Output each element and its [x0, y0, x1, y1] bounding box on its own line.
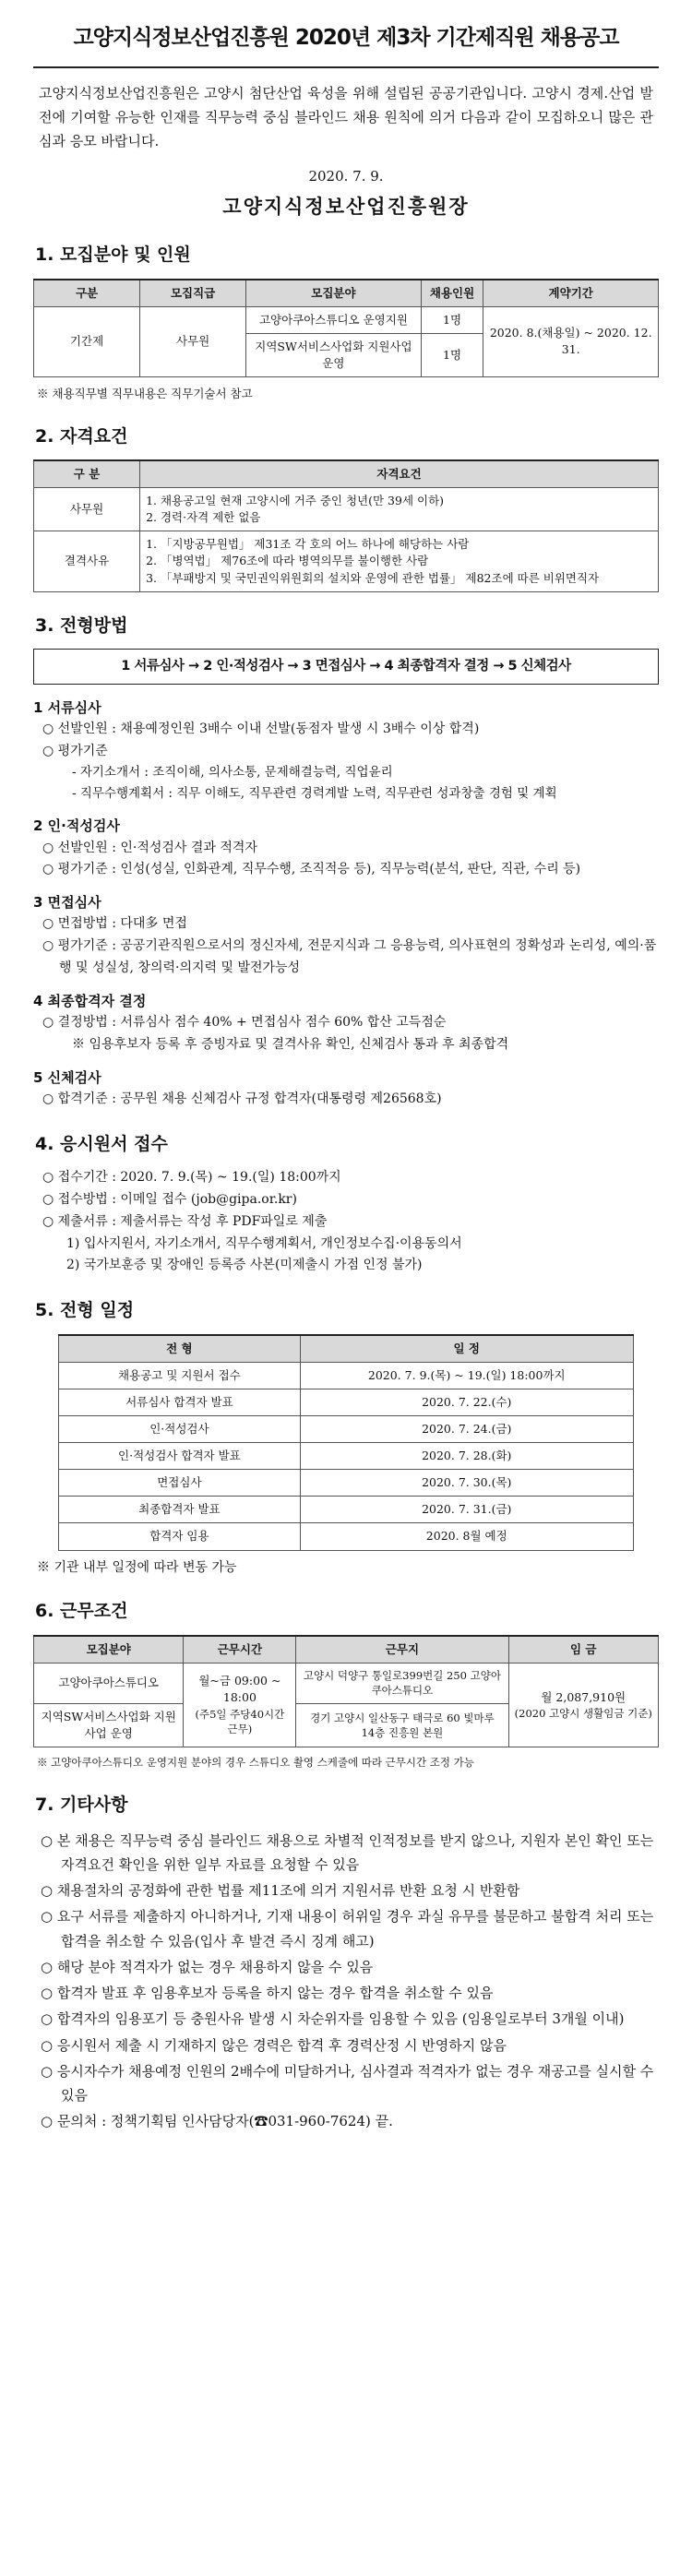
qualification-table: [33, 459, 659, 592]
process-step-title: 5 신체검사: [33, 1068, 101, 1086]
table-cell: 2020. 8.(채용일) ~ 2020. 12. 31.: [483, 306, 659, 376]
schedule-stage: 서류심사 합격자 발표: [59, 1389, 301, 1415]
col-header: 모집분야: [34, 1636, 184, 1664]
application-line: ○ 접수방법 : 이메일 접수 (job@gipa.or.kr): [42, 1191, 297, 1207]
schedule-row: [59, 1389, 634, 1415]
process-step-line: ○ 평가기준 : 인성(성실, 인화관계, 직무수행, 조직적응 등), 직무능력(분석, 판단, 직관, 수리 등): [42, 862, 581, 877]
process-step: [33, 991, 659, 1056]
process-step-title: 4 최종합격자 결정: [33, 992, 147, 1009]
etc-item: ○ 요구 서류를 제출하지 아니하거나, 기재 내용이 허위일 경우 과실 유무를 불문하고 불합격 처리 또는 합격을 취소할 수 있음(입사 후 발견 즉시 징계 해고): [41, 1908, 654, 1950]
schedule-table: [58, 1334, 634, 1551]
recruitment-table: [33, 279, 659, 378]
section-schedule-title: 5. 전형 일정: [35, 1300, 135, 1321]
application-line: ○ 접수기간 : 2020. 7. 9.(목) ~ 19.(일) 18:00까지: [42, 1170, 341, 1186]
table-cell: [508, 1663, 659, 1747]
table-cell: 지역SW서비스사업화 지원사업 운영: [246, 333, 422, 376]
table-cell: 사무원: [140, 306, 246, 376]
col-header: 채용인원: [421, 280, 483, 307]
conditions-table: [33, 1635, 659, 1748]
process-step: [33, 698, 659, 805]
disqualification-item: 3. 「부패방지 및 국민권익위원회의 설치와 운영에 관한 법률」 제82조에 따른 비위면직자: [146, 570, 600, 585]
col-header: 모집직급: [140, 280, 246, 307]
process-step-title: 3 면접심사: [33, 894, 101, 912]
schedule-stage: 인·적성검사 합격자 발표: [59, 1443, 301, 1470]
wage-note: (2020 고양시 생활임금 기준): [514, 1706, 652, 1720]
process-step-line: ※ 임용후보자 등록 후 증빙자료 및 결격사유 확인, 신체검사 통과 후 최종합격: [72, 1036, 509, 1052]
process-step-line: ○ 평가기준 : 공공기관직원으로서의 정신자세, 전문지식과 그 응용능력, 의사표현의 정확성과 논리성, 예의·품행 및 성실성, 창의력·의지력 및 발전가능성: [42, 938, 657, 975]
process-step-title: 1 서류심사: [33, 698, 101, 716]
schedule-note: ※ 기관 내부 일정에 따라 변동 가능: [37, 1559, 237, 1575]
process-step-line: ○ 결정방법 : 서류심사 점수 40% + 면접심사 점수 60% 합산 고득점순: [42, 1015, 447, 1031]
process-step-line: ○ 합격기준 : 공무원 채용 신체검사 규정 합격자(대통령령 제26568호): [42, 1091, 442, 1106]
etc-item: ○ 본 채용은 직무능력 중심 블라인드 채용으로 차별적 인적정보를 받지 않으나, 지원자 본인 확인 또는 자격요건 확인을 위한 일부 자료를 요청할 수 있음: [41, 1831, 654, 1873]
process-step: [33, 816, 659, 881]
table-cell: 고양시 덕양구 통일로399번길 250 고양아쿠아스튜디오: [296, 1663, 508, 1703]
col-header: 임 금: [508, 1636, 659, 1664]
organization-head: 고양지식정보산업진흥원장: [222, 194, 470, 218]
table-cell: [140, 531, 659, 591]
application-details: [33, 1167, 659, 1277]
table-cell: 1명: [421, 333, 483, 376]
process-step-line: ○ 선발인원 : 인·적성검사 결과 적격자: [42, 840, 257, 855]
etc-item: ○ 채용절차의 공정화에 관한 법률 제11조에 의거 지원서류 반환 요청 시 반환함: [41, 1882, 520, 1900]
announcement-date: 2020. 7. 9.: [308, 168, 384, 185]
table-cell: [184, 1663, 296, 1747]
etc-items: [33, 1829, 659, 2134]
process-step-line: ○ 평가기준: [42, 743, 108, 758]
schedule-date: 2020. 7. 22.(수): [300, 1389, 633, 1415]
schedule-date: 2020. 7. 31.(금): [300, 1497, 633, 1523]
col-header: 근무지: [296, 1636, 508, 1664]
schedule-stage: 합격자 임용: [59, 1523, 301, 1550]
recruitment-note: ※ 채용직무별 직무내용은 직무기술서 참고: [37, 387, 253, 401]
col-header: 전 형: [59, 1335, 301, 1363]
wage-amount: 월 2,087,910원: [541, 1689, 626, 1704]
schedule-date: 2020. 7. 30.(목): [300, 1470, 633, 1497]
table-cell: [140, 488, 659, 531]
table-cell: 1명: [421, 306, 483, 333]
table-cell: 고양아쿠아스튜디오: [34, 1663, 184, 1703]
process-step-line: - 자기소개서 : 조직이해, 의사소통, 문제해결능력, 직업윤리: [72, 765, 393, 781]
intro-paragraph: 고양지식정보산업진흥원은 고양시 첨단산업 육성을 위해 설립된 공공기관입니다. 고양시 경제․산업 발전에 기여할 유능한 인재를 직무능력 중심 블라인드 채용 원칙에 의거 다음과 같이 모집하오니 많은 관심과 응모 바랍니다.: [39, 84, 653, 150]
etc-item: ○ 합격자 발표 후 임용후보자 등록을 하지 않는 경우 합격을 취소할 수 있음: [41, 1985, 494, 2002]
table-cell: 경기 고양시 일산동구 태극로 60 빛마루 14층 진흥원 본원: [296, 1704, 508, 1747]
col-header: 근무시간: [184, 1636, 296, 1664]
schedule-row: [59, 1443, 634, 1470]
schedule-row: [59, 1415, 634, 1442]
qualification-item: 1. 채용공고일 현재 고양시에 거주 중인 청년(만 39세 이하): [146, 494, 445, 508]
table-cell: 결격사유: [34, 531, 140, 591]
schedule-date: 2020. 7. 24.(금): [300, 1415, 633, 1442]
section-conditions-title: 6. 근무조건: [35, 1601, 128, 1622]
section-etc-title: 7. 기타사항: [35, 1795, 128, 1816]
schedule-stage: 채용공고 및 지원서 접수: [59, 1362, 301, 1389]
schedule-row: [59, 1362, 634, 1389]
schedule-stage: 인·적성검사: [59, 1415, 301, 1442]
application-line: 1) 입사지원서, 자기소개서, 직무수행계획서, 개인정보수집·이용동의서: [66, 1235, 462, 1251]
qualification-item: 2. 경력·자격 제한 없음: [146, 510, 261, 525]
col-header: 자격요건: [140, 460, 659, 488]
conditions-note: ※ 고양아쿠아스튜디오 운영지원 분야의 경우 스튜디오 촬영 스케줄에 따라 근무시간 조정 가능: [37, 1756, 474, 1770]
schedule-date: 2020. 7. 28.(화): [300, 1443, 633, 1470]
process-step-title: 2 인·적성검사: [33, 817, 120, 835]
etc-item: ○ 응시원서 제출 시 기재하지 않은 경력은 합격 후 경력산정 시 반영하지 않음: [41, 2036, 507, 2054]
process-steps: [33, 698, 659, 1111]
col-header: 구 분: [34, 460, 140, 488]
process-flow-box: 1 서류심사 → 2 인·적성검사 → 3 면접심사 → 4 최종합격자 결정 → 5 신체검사: [33, 649, 659, 684]
section-application-title: 4. 응시원서 접수: [35, 1133, 168, 1154]
application-line: 2) 국가보훈증 및 장애인 등록증 사본(미제출시 가점 인정 불가): [66, 1258, 423, 1273]
section-recruitment-title: 1. 모집분야 및 인원: [35, 244, 191, 266]
col-header: 계약기간: [483, 280, 659, 307]
table-cell: 기간제: [34, 306, 140, 376]
section-qualification-title: 2. 자격요건: [35, 425, 128, 447]
schedule-stage: 면접심사: [59, 1470, 301, 1497]
schedule-row: [59, 1470, 634, 1497]
etc-item: ○ 합격자의 임용포기 등 충원사유 발생 시 차순위자를 임용할 수 있음 (임용일로부터 3개월 이내): [41, 2010, 625, 2028]
process-step-line: - 직무수행계획서 : 직무 이해도, 직무관련 경력계발 노력, 직무관련 성과창출 경험 및 계획: [72, 786, 557, 802]
disqualification-item: 1. 「지방공무원법」 제31조 각 호의 어느 하나에 해당하는 사람: [146, 537, 470, 552]
process-step: [33, 1067, 659, 1111]
page-title: 고양지식정보산업진흥원 2020년 제3차 기간제직원 채용공고: [33, 17, 659, 68]
table-cell: 고양아쿠아스튜디오 운영지원: [246, 306, 422, 333]
schedule-row: [59, 1523, 634, 1550]
process-step-line: ○ 선발인원 : 채용예정인원 3배수 이내 선발(동점자 발생 시 3배수 이상 합격): [42, 721, 480, 736]
work-hours: 월~금 09:00 ~ 18:00: [198, 1674, 281, 1705]
etc-item: ○ 응시자수가 채용예정 인원의 2배수에 미달하거나, 심사결과 적격자가 없는 경우 재공고를 실시할 수 있음: [41, 2062, 654, 2105]
section-process-title: 3. 전형방법: [35, 614, 128, 636]
table-cell: 사무원: [34, 488, 140, 531]
disqualification-item: 2. 「병역법」 제76조에 따라 병역의무를 불이행한 사람: [146, 554, 429, 568]
etc-item: ○ 해당 분야 적격자가 없는 경우 채용하지 않을 수 있음: [41, 1958, 374, 1975]
etc-item: ○ 문의처 : 정책기획팀 인사담당자(☎031-960-7624) 끝.: [41, 2113, 393, 2130]
schedule-row: [59, 1497, 634, 1523]
schedule-stage: 최종합격자 발표: [59, 1497, 301, 1523]
schedule-date: 2020. 7. 9.(목) ~ 19.(일) 18:00까지: [300, 1362, 633, 1389]
process-step-line: ○ 면접방법 : 다대多 면접: [42, 916, 187, 932]
table-cell: 지역SW서비스사업화 지원사업 운영: [34, 1704, 184, 1747]
schedule-date: 2020. 8월 예정: [300, 1523, 633, 1550]
process-step: [33, 892, 659, 980]
work-hours-note: (주5일 주당40시간 근무): [195, 1707, 285, 1736]
col-header: 구분: [34, 280, 140, 307]
col-header: 모집분야: [246, 280, 422, 307]
col-header: 일 정: [300, 1335, 633, 1363]
application-line: ○ 제출서류 : 제출서류는 작성 후 PDF파일로 제출: [42, 1213, 328, 1229]
